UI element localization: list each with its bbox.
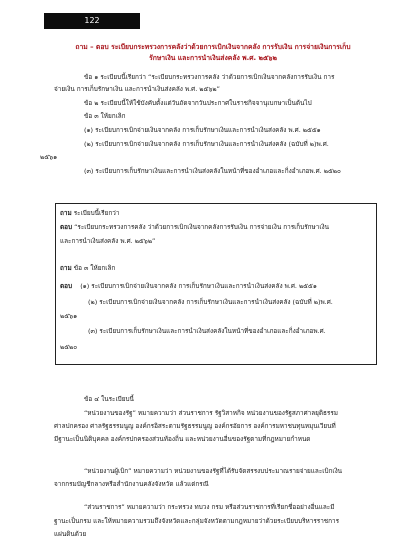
body-line: ข้อ ๑ ระเบียบนี้เรียกว่า “ระเบียบกระทรวงการคลัง ว่าด้วยการเบิกเงินจากคลังการรับเงิน การ [84,73,335,81]
body-line: “หน่วยงานผู้เบิก” หมายความว่า หน่วยงานของรัฐที่ได้รับจัดสรรงบประมาณรายจ่ายและเบิกเงิน [84,467,343,475]
body-line: (๓) ระเบียบการเก็บรักษาเงินและการนำเงินส่งคลังในหน้าที่ของอำเภอและกิ่งอำเภอพ.ศ. ๒๕๒๐ [84,167,341,175]
title-line-2: รักษาเงิน และการนำเงินส่งคลัง พ.ศ. ๒๕๖๒ [149,54,277,62]
body-line: (๒) ระเบียบการเบิกจ่ายเงินจากคลัง การเก็บรักษาเงินและการนำเงินส่งคลัง (ฉบับที่ ๒)พ.ศ. [84,140,329,148]
question-label: ถาม [60,264,72,272]
body-line: จ่ายเงิน การเก็บรักษาเงิน และการนำเงินส่งคลัง พ.ศ. ๒๕๖๒” [54,85,220,93]
question-text: ระเบียบนี้เรียกว่า [73,209,120,217]
answer-item-cont: ๒๕๖๑ [60,312,78,320]
qa-question-2 [60,263,115,273]
answer-item: (๒) ระเบียบการเบิกจ่ายเงินจากคลัง การเก็บรักษาเงินและการนำเงินส่งคลัง (ฉบับที่ ๒)พ.ศ. [88,298,333,306]
body-line: ข้อ ๒ ระเบียบนี้ให้ใช้บังคับตั้งแต่วันถัดจากวันประกาศในราชกิจจานุเบกษาเป็นต้นไป [84,99,312,107]
body-line: ข้อ ๔ ในระเบียบนี้ [84,395,134,403]
qa-question-1 [60,208,119,218]
answer-item: (๑) ระเบียบการเบิกจ่ายเงินจากคลัง การเก็บรักษาเงินและการนำเงินส่งคลัง พ.ศ. ๒๕๕๑ [80,282,317,290]
body-line: ศาลปกครอง ศาลรัฐธรรมนูญ องค์กรอิสระตามรัฐธรรมนูญ องค์กรอัยการ องค์การมหาชนทุนหมุนเวียนที่ [54,422,336,430]
body-line: “หน่วยงานของรัฐ” หมายความว่า ส่วนราชการ รัฐวิสาหกิจ หน่วยงานของรัฐสภาศาลยุติธรรม [84,409,339,417]
qa-answer-1 [60,222,329,232]
answer-label: ตอบ [60,223,73,231]
answer-item-cont: ๒๕๒๐ [60,343,78,351]
page-number-badge [44,13,140,29]
answer-label: ตอบ [60,282,73,290]
qa-answer-2 [60,281,317,291]
body-line: ๒๕๖๑ [40,153,58,161]
answer-item: (๓) ระเบียบการเก็บรักษาเงินและการนำเงินส่งคลังในหน้าที่ของอำเภอและกิ่งอำเภอพ.ศ. [88,327,326,335]
question-text: ข้อ ๓ ให้ยกเลิก [73,264,116,272]
question-label: ถาม [60,209,72,217]
body-line: ฐานะเป็นกรม และให้หมายความรวมถึงจังหวัดและกลุ่มจังหวัดตามกฎหมายว่าด้วยระเบียบบริหารราชการ [54,517,340,525]
body-line: (๑) ระเบียบการเบิกจ่ายเงินจากคลัง การเก็บรักษาเงินและการนำเงินส่งคลัง พ.ศ. ๒๕๕๑ [84,126,321,134]
body-line: จากกรมบัญชีกลางหรือสำนักงานคลังจังหวัด แล้วแต่กรณี [54,480,209,488]
document-title [54,42,372,64]
body-line: แผ่นดินด้วย [54,530,87,538]
body-line: “ส่วนราชการ” หมายความว่า กระทรวง ทบวง กรม หรือส่วนราชการที่เรียกชื่ออย่างอื่นและมี [84,503,335,511]
body-line: มีฐานะเป็นนิติบุคคล องค์กรปกครองส่วนท้องถิ่น และหน่วยงานอื่นของรัฐตามที่กฎหมายกำหนด [54,435,311,443]
qa-answer-1-cont: และการนำเงินส่งคลัง พ.ศ. ๒๕๖๒” [60,237,156,245]
body-line: ข้อ ๓ ให้ยกเลิก [84,112,126,120]
page-number: 122 [84,16,100,25]
answer-text: “ระเบียบกระทรวงการคลัง ว่าด้วยการเบิกเงินจากคลังการรับเงิน การจ่ายเงิน การเก็บรักษาเงิน [74,223,330,231]
title-line-1: ถาม – ตอบ ระเบียบกระทรวงการคลังว่าด้วยการเบิกเงินจากคลัง การรับเงิน การจ่ายเงินการเก็บ [75,43,351,51]
